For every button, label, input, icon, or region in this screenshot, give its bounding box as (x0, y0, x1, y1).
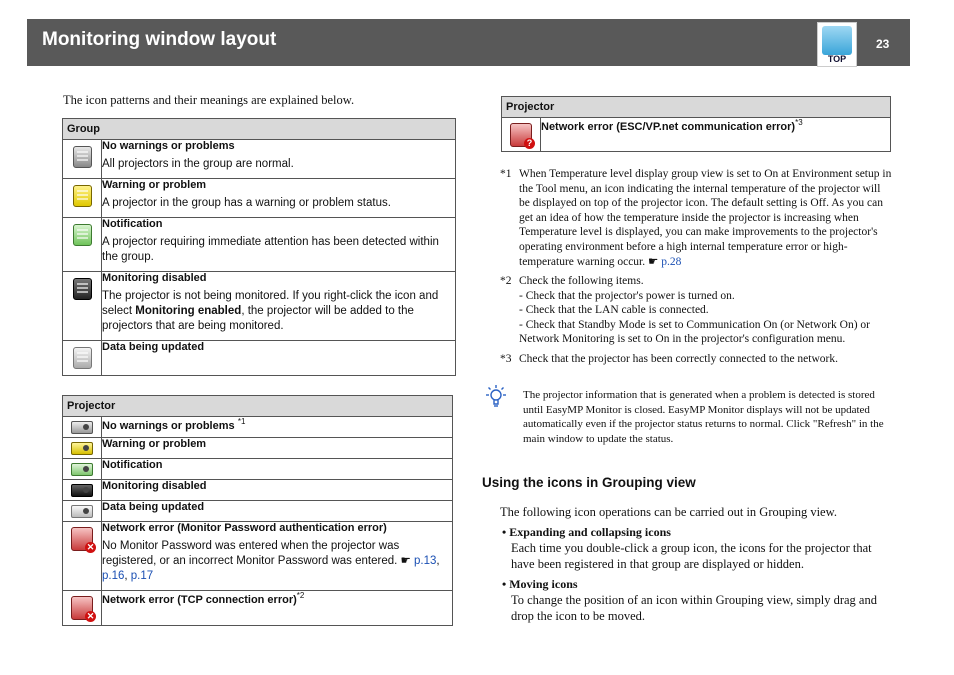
table-row (63, 179, 456, 218)
hint-text: The projector information that is generated when a problem is detected is stored until EasyMP Monitor is closed. EasyMP Monitor displays will not be updated automatically even if the projector status returns to normal. Click "Refresh" in the main window to update the status. (523, 389, 884, 445)
bullet-title: • Moving icons (502, 577, 578, 591)
row-desc: A projector requiring immediate attention has been detected within the group. (102, 236, 439, 263)
page-number: 23 (876, 37, 890, 51)
row-desc: The projector is not being monitored. If you right-click the icon and select Monitoring enabled, the projector will be added to the projectors that are being monitored. (102, 290, 439, 332)
top-button[interactable] (817, 22, 857, 67)
row-title: Warning or problem (102, 179, 207, 191)
footnote-mark: *2 (500, 275, 512, 287)
table-row (63, 140, 456, 179)
group-monitoring-disabled-icon (73, 278, 92, 300)
row-title: Network error (Monitor Password authentication error) (102, 522, 387, 534)
row-title: Data being updated (102, 341, 205, 353)
footnote-mark: *1 (500, 168, 512, 180)
row-title: No warnings or problems (102, 419, 235, 432)
footnote-text: Check the following items. (519, 275, 644, 287)
page-link[interactable]: p.16 (102, 570, 125, 582)
footnote-text: Check that the projector has been correctly connected to the network. (519, 353, 838, 365)
top-button-label: TOP (827, 54, 847, 64)
section-intro: The following icon operations can be carried out in Grouping view. (500, 505, 837, 519)
reference-arrow-icon: ☛ (400, 555, 411, 567)
footnote-1 (500, 167, 892, 269)
row-title: Notification (102, 459, 163, 471)
projector-password-error-icon: ✕ (71, 527, 93, 551)
projector-table-2-header: Projector (502, 97, 891, 118)
projector-normal-icon (71, 421, 93, 434)
section-heading: Using the icons in Grouping view (482, 475, 696, 490)
bullet-title: • Expanding and collapsing icons (502, 525, 671, 539)
table-row (63, 459, 453, 480)
footnote-ref: *1 (237, 417, 246, 426)
footnote-ref: *2 (296, 591, 305, 600)
table-row (63, 591, 453, 626)
footnote-mark: *3 (500, 353, 512, 365)
group-table-header: Group (63, 119, 456, 140)
row-title: No warnings or problems (102, 140, 235, 152)
page-header (27, 19, 910, 66)
table-row (63, 522, 453, 591)
group-updating-icon (73, 347, 92, 369)
projector-escvp-error-icon: ? (510, 123, 532, 147)
bullet-text: Each time you double-click a group icon, the icons for the projector that have been registered in that group are displayed or hidden. (511, 541, 872, 571)
table-row (63, 417, 453, 438)
projector-notification-icon (71, 463, 93, 476)
row-title: Data being updated (102, 501, 205, 513)
intro-text: The icon patterns and their meanings are explained below. (63, 93, 355, 107)
projector-table-header: Projector (63, 396, 453, 417)
group-normal-icon (73, 146, 92, 168)
row-desc: No Monitor Password was entered when the projector was registered, or an incorrect Monitor Password was entered. ☛ p.13, p.16, p.17 (102, 540, 440, 582)
projector-updating-icon (71, 505, 93, 518)
projector-warning-icon (71, 442, 93, 455)
bullet-text: To change the position of an icon within Grouping view, simply drag and drop the icon to be moved. (511, 593, 877, 623)
reference-arrow-icon: ☛ (648, 255, 659, 268)
footnote-3 (500, 352, 892, 367)
lightbulb-icon (483, 384, 509, 410)
row-title: Monitoring disabled (102, 480, 207, 492)
table-row (63, 501, 453, 522)
footnote-text: When Temperature level display group view is set to On at Environment setup in the Tool menu, an icon indicating the internal temperature of the projector will be displayed on top of the projector icon. The default setting is Off. As you can get an idea of how the temperature inside the projector is increasing when Temperature level is displayed, you can make improvements to the projector's operating environment before a high internal temperature error or high-temperature warning occur. (519, 168, 892, 268)
projector-monitoring-disabled-icon (71, 484, 93, 497)
projector-tcp-error-icon: ✕ (71, 596, 93, 620)
row-title: Monitoring disabled (102, 272, 207, 284)
table-row (63, 480, 453, 501)
row-title: Notification (102, 218, 163, 230)
projector-table-2 (501, 96, 891, 152)
footnote-item: - Check that the projector's power is turned on. (519, 289, 735, 302)
projector-table (62, 395, 453, 626)
row-desc: A projector in the group has a warning or problem status. (102, 197, 391, 209)
footnote-item: - Check that the LAN cable is connected. (519, 304, 709, 317)
footnote-ref: *3 (795, 118, 803, 127)
row-title: Network error (ESC/VP.net communication error) (541, 120, 796, 133)
footnote-2 (500, 274, 892, 347)
page-link[interactable]: p.17 (130, 570, 154, 582)
row-title: Network error (TCP connection error) (102, 593, 297, 606)
table-row (63, 218, 456, 272)
page-link[interactable]: p.28 (661, 255, 682, 268)
row-desc: All projectors in the group are normal. (102, 158, 294, 170)
group-table (62, 118, 456, 376)
table-row (502, 118, 891, 152)
footnote-item: - Check that Standby Mode is set to Communication On (or Network On) or Network Monitoring is set to On in the projector's configuration menu. (519, 318, 871, 346)
group-notification-icon (73, 224, 92, 246)
page-title: Monitoring window layout (42, 29, 277, 50)
table-row (63, 272, 456, 341)
table-row (63, 341, 456, 376)
row-title: Warning or problem (102, 438, 207, 450)
book-icon (822, 26, 852, 55)
group-warning-icon (73, 185, 92, 207)
page-link[interactable]: p.13 (414, 555, 437, 567)
table-row (63, 438, 453, 459)
